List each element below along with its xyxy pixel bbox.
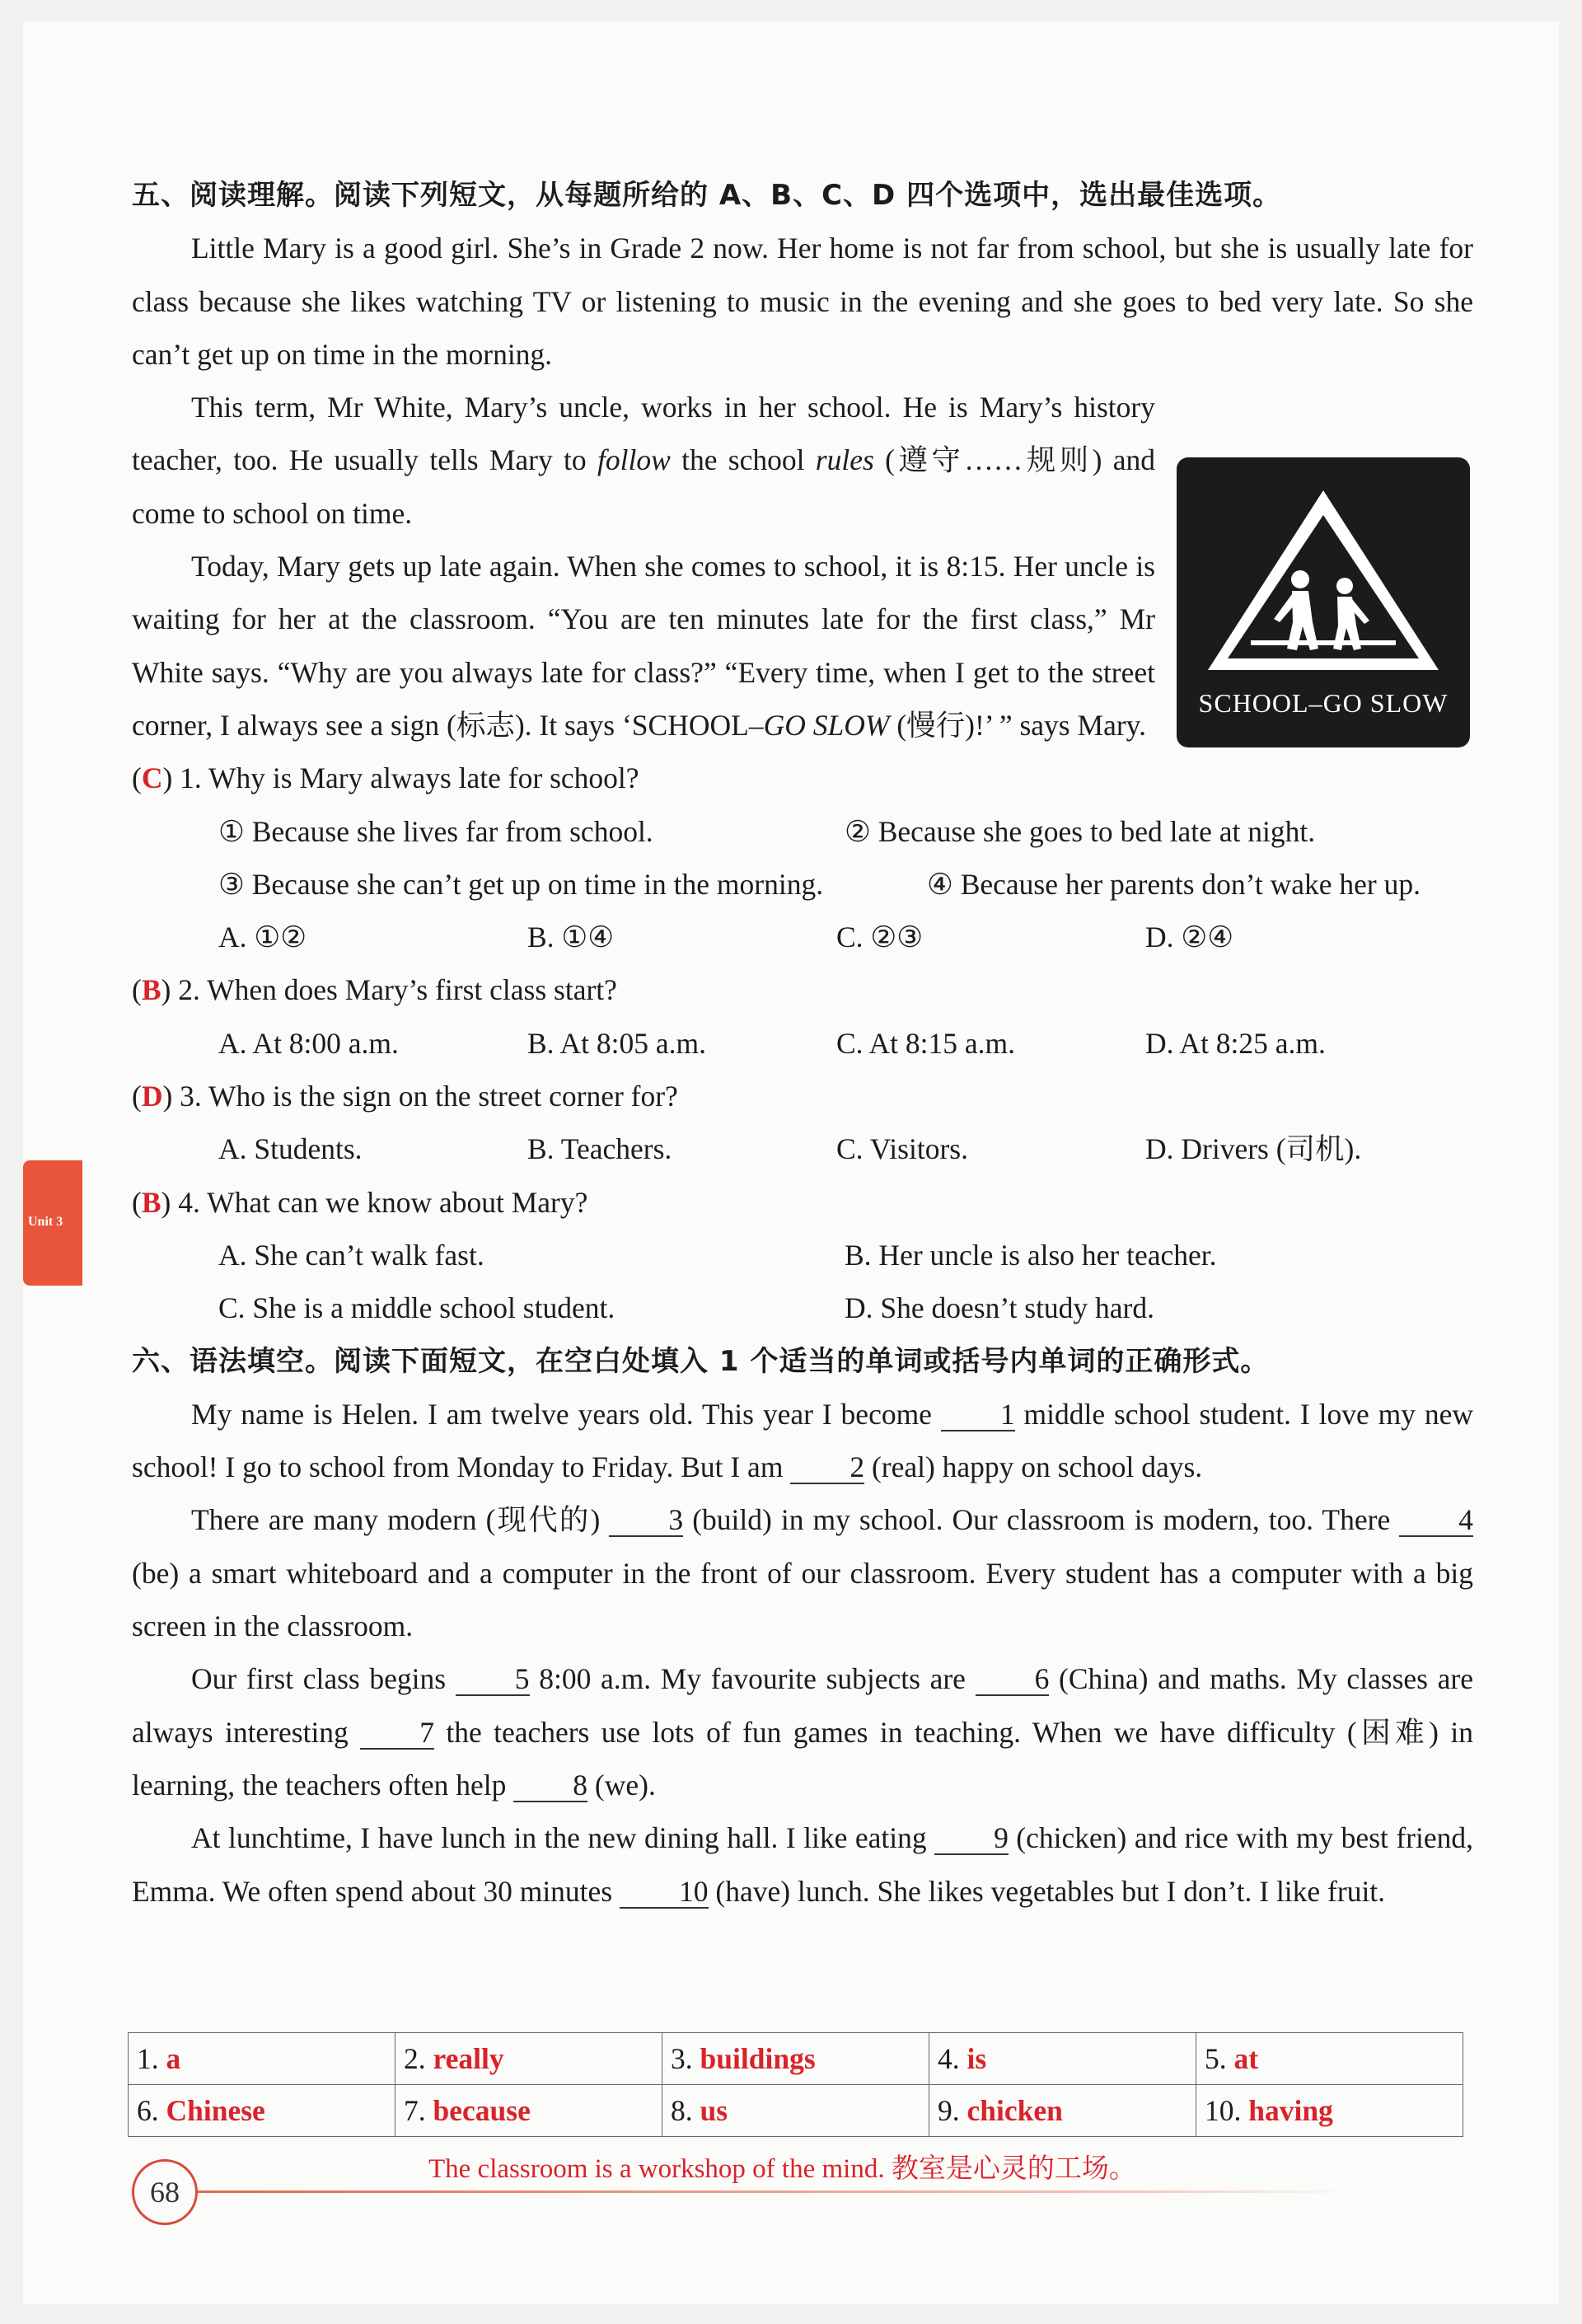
passage-paragraph-3: Today, Mary gets up late again. When she comes to school, it is 8:15. Her uncle is waiting for her at the classroom. “You are ten minutes late for the first class,” Mr White says. “Why are you always late for class?” “Every time, when I get to the street corner, I always see a sign (标志). It says ‘SCHOOL–GO SLOW (慢行)!’ ” says Mary.	[132, 550, 1155, 742]
q1-choices: A. ①② B. ①④ C. ②③ D. ②④	[218, 921, 1234, 954]
grammar-paragraph-3: Our first class begins 5 8:00 a.m. My favourite subjects are 6 (China) and maths. My classes are always interesting 7 the teachers use lots of fun games in teaching. When we have difficulty (困难) in learning, the teachers often help 8 (we).	[132, 1662, 1474, 1802]
school-crossing-icon	[1177, 457, 1470, 688]
answer-cell-1: 1. a	[129, 2033, 396, 2085]
passage-paragraph-2: This term, Mr White, Mary’s uncle, works in her school. He is Mary’s history teacher, too. He usually tells Mary to follow the school rules (遵守……规则) and come to school on time.	[132, 391, 1155, 530]
question-1: (C) 1. Why is Mary always late for school?	[132, 761, 639, 795]
unit-side-tab	[23, 1160, 82, 1286]
word-follow: follow	[597, 443, 671, 477]
answer-cell-5: 5. at	[1196, 2033, 1463, 2085]
blank-6: 6	[976, 1663, 1050, 1696]
answer-letter: C	[141, 761, 163, 795]
word-go-slow: GO SLOW	[763, 708, 890, 742]
answer-letter: D	[141, 1080, 163, 1113]
sign-caption: SCHOOL–GO SLOW	[1198, 688, 1449, 718]
answer-letter: B	[141, 973, 161, 1007]
table-row	[129, 2033, 1463, 2085]
answer-cell-2: 2. really	[396, 2033, 662, 2085]
question-3: (D) 3. Who is the sign on the street corner for?	[132, 1080, 678, 1113]
question-4: (B) 4. What can we know about Mary?	[132, 1185, 588, 1219]
blank-8: 8	[513, 1769, 587, 1802]
blank-5: 5	[456, 1663, 530, 1696]
word-rules: rules	[815, 443, 874, 477]
q4-choices-row-1: A. She can’t walk fast. B. Her uncle is also her teacher.	[218, 1238, 1217, 1272]
answer-cell-9: 9. chicken	[929, 2085, 1196, 2137]
q4-choices-row-2: C. She is a middle school student. D. She doesn’t study hard.	[218, 1291, 1155, 1325]
school-go-slow-sign	[1177, 457, 1470, 747]
answer-cell-3: 3. buildings	[662, 2033, 929, 2085]
section6-heading: 六、语法填空。阅读下面短文，在空白处填入 1 个适当的单词或括号内单词的正确形式。	[132, 1344, 1270, 1378]
blank-4: 4	[1399, 1504, 1473, 1537]
answer-cell-8: 8. us	[662, 2085, 929, 2137]
answer-cell-7: 7. because	[396, 2085, 662, 2137]
answer-table	[128, 2032, 1463, 2137]
answer-cell-6: 6. Chinese	[129, 2085, 396, 2137]
q1-statements-row-2: ③ Because she can’t get up on time in the morning. ④ Because her parents don’t wake her up.	[218, 867, 1421, 901]
blank-9: 9	[934, 1822, 1009, 1855]
unit-tab-label: Unit 3	[28, 1215, 63, 1229]
answer-letter: B	[141, 1185, 161, 1219]
q2-choices: A. At 8:00 a.m. B. At 8:05 a.m. C. At 8:15 a.m. D. At 8:25 a.m.	[218, 1026, 1326, 1060]
blank-10: 10	[620, 1876, 709, 1909]
blank-2: 2	[790, 1451, 864, 1484]
grammar-paragraph-1: My name is Helen. I am twelve years old. This year I become 1 middle school student. I love my new school! I go to school from Monday to Friday. But I am 2 (real) happy on school days.	[132, 1397, 1473, 1484]
q3-choices: A. Students. B. Teachers. C. Visitors. D. Drivers (司机).	[218, 1132, 1362, 1166]
blank-3: 3	[609, 1504, 683, 1537]
footer-divider	[198, 2190, 1351, 2193]
passage-paragraph-1: Little Mary is a good girl. She’s in Grade 2 now. Her home is not far from school, but she is usually late for class because she likes watching TV or listening to music in the evening and she goes to bed very late. So she can’t get up on time in the morning.	[132, 232, 1473, 371]
blank-1: 1	[941, 1399, 1015, 1431]
section5-heading: 五、阅读理解。阅读下列短文，从每题所给的 A、B、C、D 四个选项中，选出最佳选项。	[132, 179, 1282, 212]
page-number: 68	[132, 2159, 198, 2225]
blank-7: 7	[360, 1717, 434, 1750]
page-content	[132, 169, 1473, 1918]
question-2: (B) 2. When does Mary’s first class start?	[132, 973, 617, 1007]
table-row	[129, 2085, 1463, 2137]
answer-cell-4: 4. is	[929, 2033, 1196, 2085]
grammar-paragraph-4: At lunchtime, I have lunch in the new dining hall. I like eating 9 (chicken) and rice with my best friend, Emma. We often spend about 30 minutes 10 (have) lunch. She likes vegetables but I don’t. I like fruit.	[132, 1821, 1473, 1908]
grammar-paragraph-2: There are many modern (现代的) 3 (build) in my school. Our classroom is modern, too. There 4 (be) a smart whiteboard and a computer in the front of our classroom. Every student has a computer with a big screen in the classroom.	[132, 1503, 1473, 1643]
answer-cell-10: 10. having	[1196, 2085, 1463, 2137]
footer-motto: The classroom is a workshop of the mind. 教室是心灵的工场。	[428, 2154, 1136, 2184]
q1-statements-row-1: ① Because she lives far from school. ② Because she goes to bed late at night.	[218, 814, 1316, 848]
